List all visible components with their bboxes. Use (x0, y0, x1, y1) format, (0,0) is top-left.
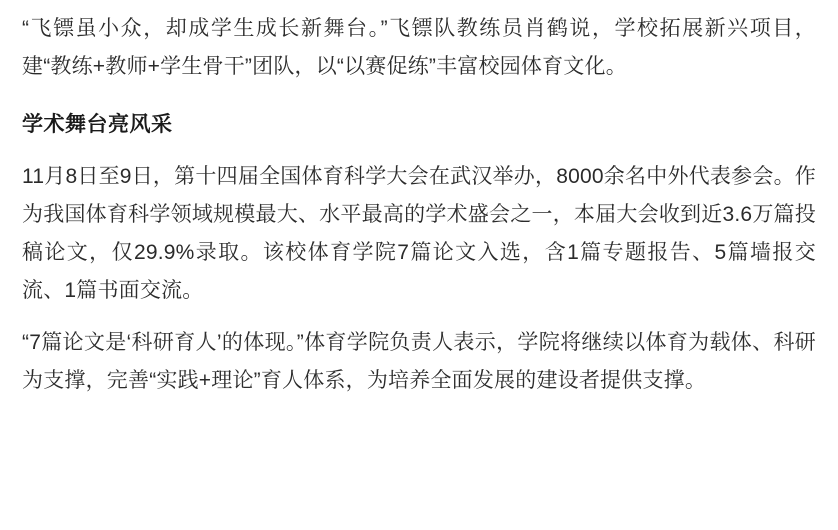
paragraph-darts-team: “飞镖虽小众，却成学生成长新舞台。”飞镖队教练员肖鹤说，学校拓展新兴项目，建“教练+教师+学生骨干”团队，以“以赛促练”丰富校园体育文化。 (22, 17, 816, 78)
paragraph-conference: 11月8日至9日，第十四届全国体育科学大会在武汉举办，8000余名中外代表参会。作为我国体育科学领域规模最大、水平最高的学术盛会之一，本届大会收到近3.6万篇投稿论文，仅29.9%录取。该校体育学院7篇论文入选，含1篇专题报告、5篇墙报交流、1篇书面交流。 (22, 165, 816, 302)
paragraph-quote-research: “7篇论文是‘科研育人’的体现。”体育学院负责人表示，学院将继续以体育为载体、科研为支撑，完善“实践+理论”育人体系，为培养全面发展的建设者提供支撑。 (22, 331, 816, 392)
section-heading-academic: 学术舞台亮风采 (22, 113, 173, 136)
